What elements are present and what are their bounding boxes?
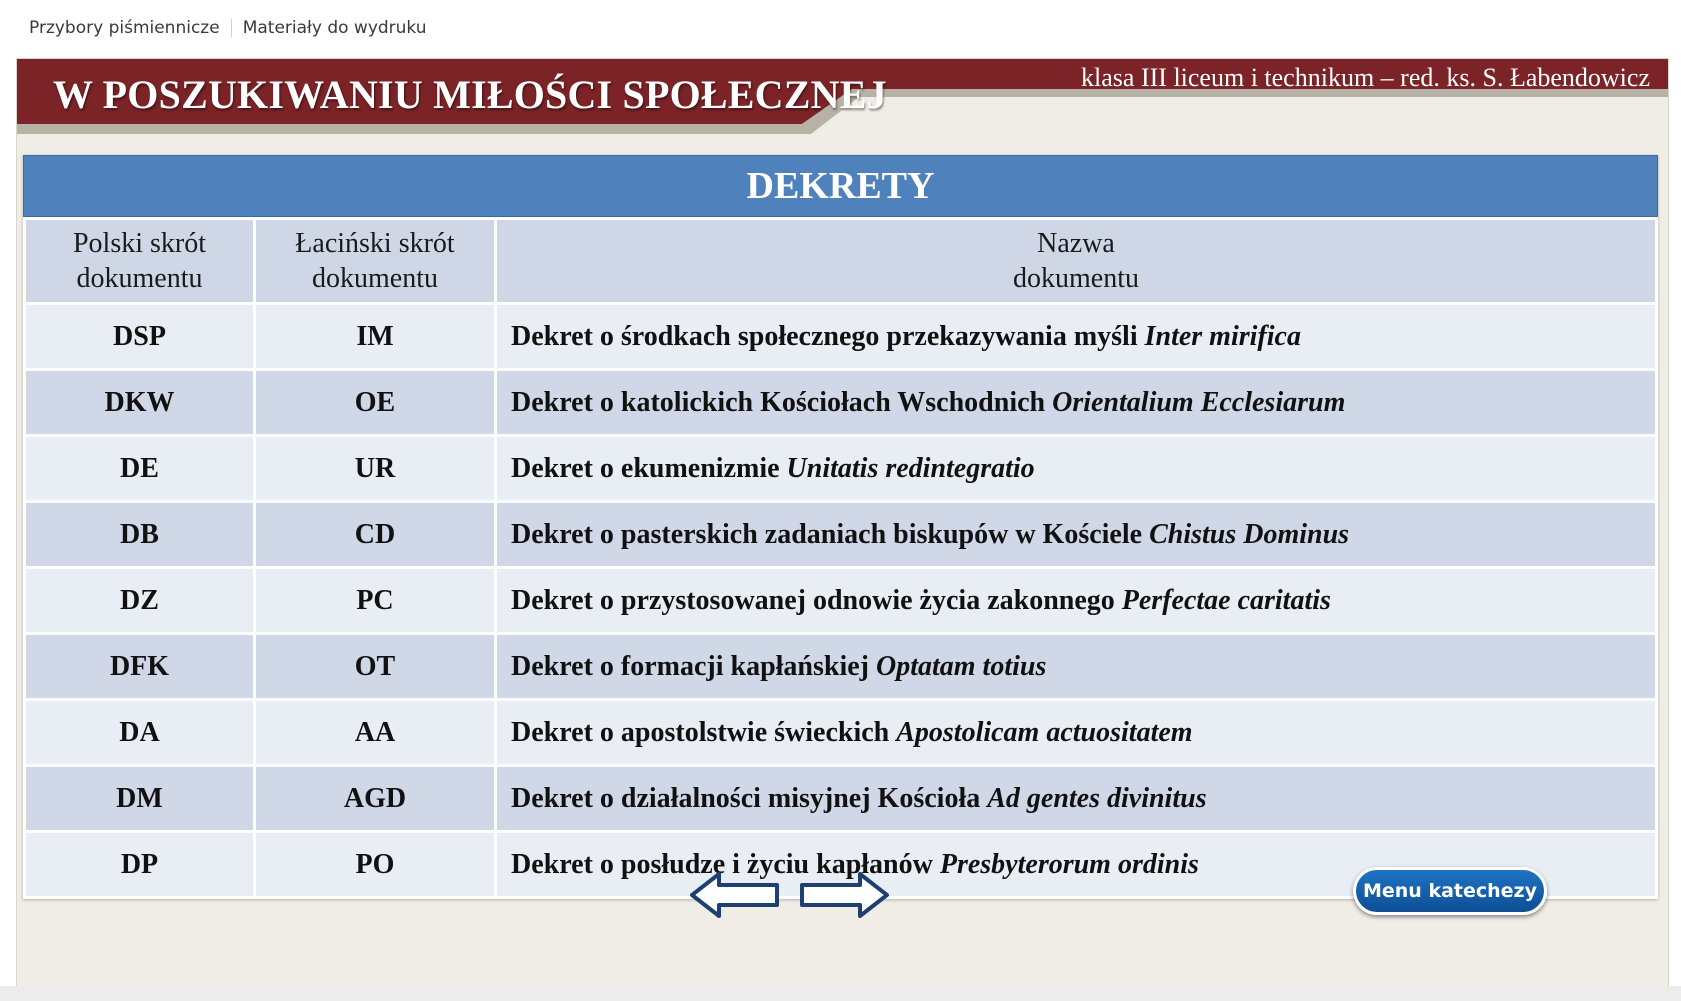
cell-polish-abbr: DE (25, 436, 255, 502)
header-polish-abbr-line1: Polski skrót (72, 228, 207, 259)
table-row (25, 766, 1657, 832)
course-subtitle: klasa III liceum i technikum – red. ks. S. Łabendowicz (1081, 63, 1650, 92)
table-row (25, 568, 1657, 634)
document-name-text: Dekret o apostolstwie świeckich (511, 716, 890, 748)
table-row (25, 502, 1657, 568)
document-latin-title: Unitatis redintegratio (786, 452, 1035, 484)
cell-document-name (496, 634, 1657, 700)
document-name-text: Dekret o posłudze i życiu kapłanów (511, 848, 933, 880)
document-latin-title: Perfectae caritatis (1121, 584, 1331, 616)
table-row (25, 700, 1657, 766)
document-latin-title: Apostolicam actuositatem (896, 716, 1193, 748)
cell-latin-abbr: CD (255, 502, 496, 568)
cell-latin-abbr: OT (255, 634, 496, 700)
nav-link-writing-supplies[interactable]: Przybory piśmiennicze (29, 18, 220, 38)
document-latin-title: Inter mirifica (1144, 320, 1301, 352)
cell-document-name (496, 700, 1657, 766)
cell-document-name (496, 766, 1657, 832)
table-title: DEKRETY (23, 155, 1658, 217)
cell-polish-abbr: DM (25, 766, 255, 832)
header-latin-abbr (255, 219, 496, 304)
document-name-text: Dekret o ekumenizmie (511, 452, 780, 484)
cell-latin-abbr: UR (255, 436, 496, 502)
cell-document-name (496, 304, 1657, 370)
table-row (25, 436, 1657, 502)
header-document-name-line1: Nazwa (1037, 228, 1115, 259)
document-name-text: Dekret o środkach społecznego przekazywania myśli (511, 320, 1138, 352)
cell-document-name (496, 436, 1657, 502)
header-document-name-line2: dokumentu (1013, 263, 1139, 294)
page-title: W POSZUKIWANIU MIŁOŚCI SPOŁECZNEJ (53, 72, 887, 117)
cell-polish-abbr: DP (25, 832, 255, 898)
cell-polish-abbr: DZ (25, 568, 255, 634)
document-name-text: Dekret o pasterskich zadaniach biskupów w Kościele (511, 518, 1143, 550)
cell-polish-abbr: DB (25, 502, 255, 568)
document-latin-title: Orientalium Ecclesiarum (1052, 386, 1346, 418)
document-name-text: Dekret o działalności misyjnej Kościoła (511, 782, 981, 814)
decrees-table-container (23, 155, 1658, 899)
document-name-text: Dekret o formacji kapłańskiej (511, 650, 869, 682)
table-row (25, 370, 1657, 436)
document-name-text: Dekret o przystosowanej odnowie życia zakonnego (511, 584, 1115, 616)
cell-polish-abbr: DFK (25, 634, 255, 700)
cell-latin-abbr: AGD (255, 766, 496, 832)
slide (16, 58, 1669, 987)
cell-document-name (496, 502, 1657, 568)
arrow-right-icon[interactable] (798, 871, 890, 919)
cell-polish-abbr: DKW (25, 370, 255, 436)
cell-latin-abbr: PC (255, 568, 496, 634)
nav-link-print-materials[interactable]: Materiały do wydruku (242, 18, 427, 38)
top-navigation (18, 8, 438, 48)
header-document-name (496, 219, 1657, 304)
document-latin-title: Ad gentes divinitus (987, 782, 1207, 814)
table-row (25, 634, 1657, 700)
lesson-menu-button[interactable]: Menu katechezy (1353, 867, 1547, 915)
cell-polish-abbr: DA (25, 700, 255, 766)
cell-latin-abbr: PO (255, 832, 496, 898)
header-polish-abbr-line2: dokumentu (76, 263, 203, 294)
cell-document-name (496, 568, 1657, 634)
cell-latin-abbr: AA (255, 700, 496, 766)
header-polish-abbr (25, 219, 255, 304)
cell-latin-abbr: IM (255, 304, 496, 370)
table-header-row (25, 219, 1657, 304)
header-latin-abbr-line2: dokumentu (312, 263, 438, 294)
document-latin-title: Presbyterorum ordinis (939, 848, 1199, 880)
cell-latin-abbr: OE (255, 370, 496, 436)
document-name-text: Dekret o katolickich Kościołach Wschodnich (511, 386, 1046, 418)
bottom-bar (0, 986, 1681, 1001)
header-latin-abbr-line1: Łaciński skrót (295, 228, 455, 259)
document-latin-title: Optatam totius (876, 650, 1047, 682)
cell-polish-abbr: DSP (25, 304, 255, 370)
table-row (25, 304, 1657, 370)
arrow-left-icon[interactable] (689, 871, 781, 919)
document-latin-title: Chistus Dominus (1149, 518, 1350, 550)
cell-document-name (496, 370, 1657, 436)
decrees-table (23, 217, 1658, 899)
